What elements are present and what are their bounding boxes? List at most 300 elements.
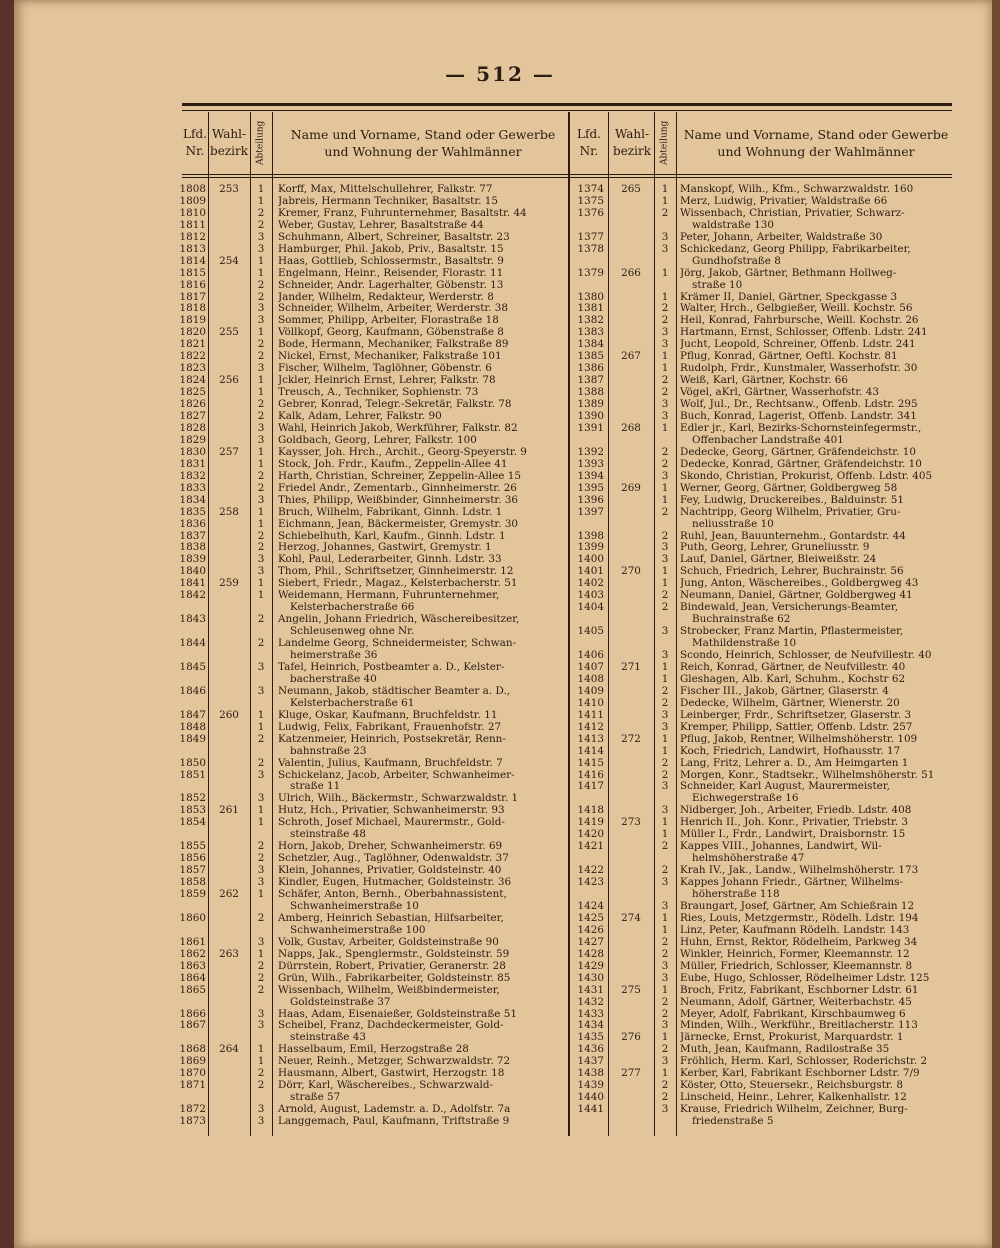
wahlbezirk-cell	[610, 410, 652, 422]
abteilung-cell	[252, 673, 270, 685]
lfd-nr-cell: 1837	[179, 529, 206, 542]
name-entry-cell: Kelsterbacherstraße 66	[290, 601, 415, 614]
lfd-nr-cell: 1822	[179, 350, 206, 363]
name-entry-cell: Merz, Ludwig, Privatier, Waldstraße 66	[680, 194, 888, 207]
lfd-nr-cell: 1441	[577, 1103, 604, 1116]
lfd-nr-cell: 1859	[179, 888, 206, 900]
name-entry-cell: Dedecke, Konrad, Gärtner, Gräfendeichstr. 10	[680, 457, 922, 470]
abteilung-cell: 2	[661, 684, 669, 697]
abteilung-cell: 2	[661, 374, 669, 387]
name-entry-cell: Jung, Anton, Wäschereibes., Goldbergweg 43	[680, 577, 919, 590]
abteilung-cell	[252, 996, 270, 1008]
wahlbezirk-cell	[610, 338, 652, 350]
name-entry-cell: Strobecker, Franz Martin, Pflastermeister,	[680, 625, 904, 638]
wahlbezirk-cell	[610, 434, 652, 446]
abteilung-cell: 1	[257, 445, 265, 458]
lfd-nr-cell: 1814	[179, 254, 206, 267]
wahlbezirk-cell	[610, 852, 652, 864]
abteilung-cell: 1	[257, 386, 265, 399]
abteilung-cell: 3	[661, 553, 669, 566]
header-lfd-nr: Lfd. Nr.	[183, 127, 207, 158]
abteilung-cell: 2	[257, 529, 265, 542]
name-entry-cell: Kohl, Paul, Lederarbeiter, Ginnh. Ldstr. 33	[278, 553, 502, 566]
name-entry-cell: Nidberger, Joh., Arbeiter, Friedb. Ldstr. 408	[680, 804, 912, 817]
abteilung-cell	[252, 697, 270, 709]
name-entry-cell: Treusch, A., Techniker, Sophienstr. 73	[278, 386, 479, 399]
abteilung-cell: 3	[661, 720, 669, 733]
abteilung-cell: 3	[661, 398, 669, 411]
wahlbezirk-cell	[610, 446, 652, 458]
wahlbezirk-cell	[210, 960, 248, 972]
lfd-nr-cell	[176, 649, 206, 661]
lfd-nr-cell: 1393	[577, 457, 604, 470]
wahlbezirk-cell	[610, 470, 652, 482]
name-entry-cell: Kerber, Karl, Fabrikant Eschborner Ldstr. 7/9	[680, 1067, 920, 1080]
name-entry-cell: Schuch, Friedrich, Lehrer, Buchrainstr. 56	[680, 565, 904, 578]
column-line	[676, 112, 677, 1136]
wahlbezirk-cell	[610, 840, 652, 852]
abteilung-cell: 3	[257, 1019, 265, 1032]
abteilung-cell: 2	[257, 983, 265, 996]
abteilung-cell: 3	[257, 876, 265, 889]
name-entry-cell: Krause, Friedrich Wilhelm, Zeichner, Burg-	[680, 1103, 908, 1116]
lfd-nr-cell: 1402	[577, 577, 604, 590]
name-entry-cell: Wahl, Heinrich Jakob, Werkführer, Falkstr. 82	[278, 421, 518, 434]
wahlbezirk-cell	[610, 207, 652, 219]
wahlbezirk-cell	[610, 314, 652, 326]
wahlbezirk-cell	[610, 518, 652, 530]
lfd-nr-cell: 1435	[577, 1031, 604, 1044]
wahlbezirk-cell	[210, 518, 248, 530]
wahlbezirk-cell	[210, 1019, 248, 1031]
wahlbezirk-cell	[210, 362, 248, 374]
name-entry-cell: Klein, Johannes, Privatier, Goldsteinstr. 40	[278, 864, 502, 877]
abteilung-cell: 3	[257, 314, 265, 327]
abteilung-cell: 1	[661, 1067, 669, 1080]
name-entry-cell: Grün, Wilh., Fabrikarbeiter, Goldsteinstr. 85	[278, 971, 511, 984]
abteilung-cell: 2	[257, 278, 265, 291]
lfd-nr-cell: 1873	[179, 1115, 206, 1128]
lfd-nr-cell: 1831	[179, 457, 206, 470]
name-entry-cell: Fischer, Wilhelm, Taglöhner, Göbenstr. 6	[278, 362, 492, 375]
wahlbezirk-cell	[210, 840, 248, 852]
wahlbezirk-cell	[610, 1008, 652, 1020]
abteilung-cell: 3	[661, 708, 669, 721]
wahlbezirk-cell	[610, 757, 652, 769]
abteilung-cell	[656, 219, 674, 231]
wahlbezirk-cell	[210, 530, 248, 542]
abteilung-cell: 2	[661, 314, 669, 327]
lfd-nr-cell: 1818	[179, 302, 206, 315]
abteilung-cell: 3	[661, 876, 669, 889]
wahlbezirk-cell	[610, 792, 652, 804]
name-entry-cell: Jabreis, Hermann Techniker, Basaltstr. 15	[278, 194, 498, 207]
lfd-nr-cell	[572, 852, 604, 864]
name-entry-cell: Fey, Ludwig, Druckereibes., Balduinstr. 51	[680, 493, 905, 506]
wahlbezirk-cell	[210, 697, 248, 709]
abteilung-cell	[656, 888, 674, 900]
wahlbezirk-cell: 259	[219, 577, 239, 590]
abteilung-cell: 1	[257, 708, 265, 721]
wahlbezirk-cell	[210, 733, 248, 745]
wahlbezirk-cell	[210, 757, 248, 769]
lfd-nr-cell: 1842	[179, 589, 206, 602]
lfd-nr-cell: 1434	[577, 1019, 604, 1032]
wahlbezirk-cell	[610, 243, 652, 255]
abteilung-cell: 2	[661, 864, 669, 877]
lfd-nr-cell: 1415	[577, 756, 604, 769]
abteilung-cell: 2	[257, 637, 265, 650]
wahlbezirk-cell: 268	[621, 421, 641, 434]
abteilung-cell: 2	[257, 541, 265, 554]
lfd-nr-cell: 1864	[179, 971, 206, 984]
lfd-nr-cell	[572, 613, 604, 625]
name-entry-cell: Krämer II, Daniel, Gärtner, Speckgasse 3	[680, 290, 898, 303]
lfd-nr-cell: 1812	[179, 230, 206, 243]
abteilung-cell: 2	[661, 768, 669, 781]
abteilung-cell: 1	[661, 911, 669, 924]
name-entry-cell: Skondo, Christian, Prokurist, Offenb. Ldstr. 405	[680, 469, 933, 482]
abteilung-cell: 2	[661, 601, 669, 614]
wahlbezirk-cell	[210, 625, 248, 637]
name-entry-cell: Bindewald, Jean, Versicherungs-Beamter,	[680, 601, 899, 614]
abteilung-cell: 2	[257, 290, 265, 303]
lfd-nr-cell: 1825	[179, 386, 206, 399]
abteilung-cell: 1	[257, 816, 265, 829]
lfd-nr-cell: 1871	[179, 1079, 206, 1092]
abteilung-cell	[656, 255, 674, 267]
wahlbezirk-cell: 261	[219, 804, 239, 817]
name-entry-cell: Neumann, Jakob, städtischer Beamter a. D.,	[278, 684, 511, 697]
wahlbezirk-cell: 262	[219, 888, 239, 900]
name-entry-cell: Kremer, Franz, Fuhrunternehmer, Basaltstr. 44	[278, 206, 527, 219]
name-entry-cell: Puth, Georg, Lehrer, Gruneliusstr. 9	[680, 541, 870, 554]
name-entry-cell: Napps, Jak., Spenglermstr., Goldsteinstr. 59	[278, 947, 510, 960]
wahlbezirk-cell	[210, 219, 248, 231]
name-entry-cell: Schäfer, Anton, Bernh., Oberbahnassistent,	[278, 888, 507, 900]
wahlbezirk-cell	[610, 589, 652, 601]
wahlbezirk-cell	[210, 852, 248, 864]
lfd-nr-cell: 1808	[179, 183, 206, 195]
wahlbezirk-cell	[210, 673, 248, 685]
abteilung-cell: 1	[257, 577, 265, 590]
name-entry-cell: Walter, Hrch., Gelbgießer, Weill. Kochstr. 56	[680, 302, 913, 315]
lfd-nr-cell: 1399	[577, 541, 604, 554]
name-entry-cell: Nickel, Ernst, Mechaniker, Falkstraße 101	[278, 350, 502, 363]
wahlbezirk-cell	[610, 458, 652, 470]
abteilung-cell: 2	[661, 840, 669, 853]
name-entry-cell: Dedecke, Wilhelm, Gärtner, Wienerstr. 20	[680, 696, 900, 709]
wahlbezirk-cell	[610, 864, 652, 876]
wahlbezirk-cell	[210, 984, 248, 996]
name-entry-cell: Stock, Joh. Frdr., Kaufm., Zeppelin-Allee 41	[278, 457, 508, 470]
lfd-nr-cell: 1816	[179, 278, 206, 291]
wahlbezirk-cell	[610, 649, 652, 661]
lfd-nr-cell: 1395	[577, 481, 604, 494]
name-entry-cell: Mathildenstraße 10	[692, 637, 797, 650]
abteilung-cell: 2	[257, 756, 265, 769]
wahlbezirk-cell	[210, 422, 248, 434]
lfd-nr-cell: 1374	[577, 183, 604, 195]
lfd-nr-cell: 1836	[179, 517, 206, 530]
abteilung-cell: 3	[661, 899, 669, 912]
name-entry-cell: neliusstraße 10	[692, 517, 774, 530]
name-entry-cell: Hartmann, Ernst, Schlosser, Offenb. Ldstr. 241	[680, 326, 928, 339]
column-line	[250, 112, 251, 1136]
wahlbezirk-cell: 269	[621, 481, 641, 494]
name-entry-cell: Linz, Peter, Kaufmann Rödelh. Landstr. 143	[680, 923, 910, 936]
lfd-nr-cell	[176, 780, 206, 792]
wahlbezirk-cell: 270	[621, 565, 641, 578]
name-entry-cell: Lang, Fritz, Lehrer a. D., Am Heimgarten 1	[680, 756, 909, 769]
abteilung-cell: 3	[257, 493, 265, 506]
wahlbezirk-cell	[210, 243, 248, 255]
wahlbezirk-cell	[210, 769, 248, 781]
wahlbezirk-cell	[610, 625, 652, 637]
name-entry-cell: Gebrer, Konrad, Telegr.-Sekretär, Falkstr. 78	[278, 398, 512, 411]
abteilung-cell: 2	[257, 410, 265, 423]
wahlbezirk-cell	[210, 876, 248, 888]
abteilung-cell: 3	[661, 804, 669, 817]
name-entry-cell: Ries, Louis, Metzgermstr., Rödelh. Ldstr. 194	[680, 911, 919, 924]
wahlbezirk-cell	[610, 637, 652, 649]
wahlbezirk-cell	[210, 721, 248, 733]
abteilung-cell: 3	[661, 625, 669, 638]
abteilung-cell: 1	[661, 983, 669, 996]
wahlbezirk-cell	[210, 816, 248, 828]
name-entry-cell: Schleusenweg ohne Nr.	[290, 625, 415, 638]
lfd-nr-cell: 1433	[577, 1007, 604, 1020]
lfd-nr-cell: 1379	[577, 266, 604, 279]
lfd-nr-cell: 1420	[577, 828, 604, 841]
abteilung-cell	[656, 637, 674, 649]
name-entry-cell: Lauf, Daniel, Gärtner, Bleiweißstr. 24	[680, 553, 877, 566]
abteilung-cell	[656, 792, 674, 804]
wahlbezirk-cell	[610, 960, 652, 972]
lfd-nr-cell: 1826	[179, 398, 206, 411]
abteilung-cell	[656, 852, 674, 864]
lfd-nr-cell: 1421	[577, 840, 604, 853]
wahlbezirk-cell	[610, 541, 652, 553]
wahlbezirk-cell	[610, 673, 652, 685]
lfd-nr-cell	[572, 792, 604, 804]
lfd-nr-cell: 1419	[577, 816, 604, 829]
abteilung-cell: 2	[661, 302, 669, 315]
lfd-nr-cell: 1845	[179, 660, 206, 673]
name-entry-cell: Kaysser, Joh. Hrch., Archit., Georg-Speyerstr. 9	[278, 445, 527, 458]
name-entry-cell: Katzenmeier, Heinrich, Postsekretär, Renn-	[278, 732, 506, 745]
abteilung-cell: 1	[257, 194, 265, 207]
abteilung-cell: 2	[257, 218, 265, 231]
abteilung-cell: 3	[661, 410, 669, 423]
name-entry-cell: Schiebelhuth, Karl, Kaufm., Ginnh. Ldstr. 1	[278, 529, 506, 542]
lfd-nr-cell: 1429	[577, 959, 604, 972]
lfd-nr-cell	[176, 1031, 206, 1043]
wahlbezirk-cell: 267	[621, 350, 641, 363]
name-entry-cell: Neumann, Adolf, Gärtner, Weiterbachstr. 45	[680, 995, 912, 1008]
lfd-nr-cell: 1424	[577, 899, 604, 912]
abteilung-cell: 1	[661, 183, 669, 195]
name-entry-cell: Müller, Friedrich, Schlosser, Kleemannstr. 8	[680, 959, 913, 972]
name-entry-cell: Kluge, Oskar, Kaufmann, Bruchfeldstr. 11	[278, 708, 498, 721]
lfd-nr-cell: 1819	[179, 314, 206, 327]
name-entry-cell: Eube, Hugo, Schlosser, Rödelheimer Ldstr. 125	[680, 971, 930, 984]
lfd-nr-cell: 1870	[179, 1067, 206, 1080]
lfd-nr-cell: 1407	[577, 660, 604, 673]
wahlbezirk-cell	[210, 649, 248, 661]
name-entry-cell: Schneider, Karl August, Maurermeister,	[680, 780, 890, 793]
lfd-nr-cell: 1382	[577, 314, 604, 327]
abteilung-cell: 2	[257, 732, 265, 745]
name-entry-cell: Rudolph, Frdr., Kunstmaler, Wasserhofstr. 30	[680, 362, 918, 375]
wahlbezirk-cell: 255	[219, 326, 239, 339]
name-entry-cell: Eichmann, Jean, Bäckermeister, Gremystr. 30	[278, 517, 519, 530]
abteilung-cell: 1	[661, 744, 669, 757]
abteilung-cell	[252, 924, 270, 936]
wahlbezirk-cell	[210, 1008, 248, 1020]
lfd-nr-cell: 1866	[179, 1007, 206, 1020]
wahlbezirk-cell	[210, 338, 248, 350]
abteilung-cell: 2	[661, 1007, 669, 1020]
lfd-nr-cell: 1430	[577, 971, 604, 984]
name-entry-cell: Werner, Georg, Gärtner, Goldbergweg 58	[680, 481, 898, 494]
page-number: — 512 —	[445, 62, 555, 86]
abteilung-cell: 3	[661, 959, 669, 972]
wahlbezirk-cell	[610, 1079, 652, 1091]
wahlbezirk-cell	[210, 1031, 248, 1043]
wahlbezirk-cell	[210, 314, 248, 326]
name-entry-cell: Tafel, Heinrich, Postbeamter a. D., Kelster-	[278, 660, 505, 673]
abteilung-cell: 3	[257, 565, 265, 578]
name-entry-cell: Völlkopf, Georg, Kaufmann, Göbenstraße 8	[278, 326, 504, 339]
wahlbezirk-cell: 265	[621, 183, 641, 195]
name-entry-cell: Ruhl, Jean, Bauunternehm., Gontardstr. 44	[680, 529, 906, 542]
lfd-nr-cell: 1438	[577, 1067, 604, 1080]
lfd-nr-cell	[572, 279, 604, 291]
lfd-nr-cell: 1841	[179, 577, 206, 590]
abteilung-cell: 2	[257, 1079, 265, 1092]
lfd-nr-cell: 1858	[179, 876, 206, 889]
name-entry-cell: Neuer, Reinh., Metzger, Schwarzwaldstr. 72	[278, 1055, 511, 1068]
name-entry-cell: Dürrstein, Robert, Privatier, Geranerstr. 28	[278, 959, 506, 972]
name-entry-cell: Peter, Johann, Arbeiter, Waldstraße 30	[680, 230, 883, 243]
abteilung-cell: 2	[661, 1091, 669, 1104]
wahlbezirk-cell	[610, 613, 652, 625]
name-entry-cell: Broch, Fritz, Fabrikant, Eschborner Ldstr. 61	[680, 983, 919, 996]
abteilung-cell: 2	[661, 457, 669, 470]
lfd-nr-cell: 1417	[577, 780, 604, 793]
abteilung-cell	[656, 518, 674, 530]
name-entry-cell: Jckler, Heinrich Ernst, Lehrer, Falkstr. 78	[278, 374, 496, 387]
name-entry-cell: Schwanheimerstraße 100	[290, 923, 426, 936]
lfd-nr-cell: 1392	[577, 445, 604, 458]
name-entry-cell: Winkler, Heinrich, Former, Kleemannstr. 12	[680, 947, 910, 960]
name-entry-cell: Fröhlich, Herm. Karl, Schlosser, Roderichstr. 2	[680, 1055, 928, 1068]
abteilung-cell: 3	[661, 1019, 669, 1032]
abteilung-cell: 1	[661, 350, 669, 363]
lfd-nr-cell: 1840	[179, 565, 206, 578]
abteilung-cell: 1	[661, 266, 669, 279]
abteilung-cell: 1	[661, 732, 669, 745]
lfd-nr-cell	[176, 697, 206, 709]
lfd-nr-cell: 1847	[179, 708, 206, 721]
lfd-nr-cell: 1400	[577, 553, 604, 566]
lfd-nr-cell: 1862	[179, 947, 206, 960]
name-entry-cell: Hamburger, Phil. Jakob, Priv., Basaltstr. 15	[278, 242, 504, 255]
lfd-nr-cell: 1385	[577, 350, 604, 363]
wahlbezirk-cell	[610, 948, 652, 960]
lfd-nr-cell: 1426	[577, 923, 604, 936]
wahlbezirk-cell: 253	[219, 183, 239, 195]
abteilung-cell: 3	[661, 971, 669, 984]
abteilung-cell: 1	[257, 888, 265, 900]
lfd-nr-cell	[176, 1091, 206, 1103]
abteilung-cell: 1	[257, 947, 265, 960]
abteilung-cell: 2	[257, 350, 265, 363]
lfd-nr-cell: 1391	[577, 421, 604, 434]
abteilung-cell: 3	[257, 230, 265, 243]
lfd-nr-cell: 1405	[577, 625, 604, 638]
abteilung-cell	[252, 601, 270, 613]
wahlbezirk-cell	[610, 697, 652, 709]
wahlbezirk-cell	[210, 589, 248, 601]
abteilung-cell: 1	[257, 505, 265, 518]
name-entry-cell: helmshöherstraße 47	[692, 852, 805, 865]
wahlbezirk-cell	[210, 864, 248, 876]
abteilung-cell	[252, 625, 270, 637]
name-entry-cell: Schickedanz, Georg Philipp, Fabrikarbeiter,	[680, 242, 911, 255]
name-entry-cell: Kremper, Philipp, Sattler, Offenb. Ldstr. 257	[680, 720, 913, 733]
wahlbezirk-cell	[210, 936, 248, 948]
abteilung-cell: 1	[257, 720, 265, 733]
name-entry-cell: Thies, Philipp, Weißbinder, Ginnheimerstr. 36	[278, 493, 519, 506]
wahlbezirk-cell	[610, 1055, 652, 1067]
lfd-nr-cell: 1440	[577, 1091, 604, 1104]
abteilung-cell: 1	[257, 589, 265, 602]
name-entry-cell: Huhn, Ernst, Rektor, Rödelheim, Parkweg 34	[680, 935, 918, 948]
abteilung-cell: 2	[257, 852, 265, 865]
abteilung-cell	[656, 434, 674, 446]
wahlbezirk-cell	[210, 565, 248, 577]
abteilung-cell: 2	[257, 1067, 265, 1080]
abteilung-cell: 1	[257, 374, 265, 387]
lfd-nr-cell	[572, 518, 604, 530]
name-entry-cell: bahnstraße 23	[290, 744, 367, 757]
lfd-nr-cell: 1388	[577, 386, 604, 399]
wahlbezirk-cell	[210, 1091, 248, 1103]
abteilung-cell: 1	[661, 362, 669, 375]
name-entry-cell: Scheibel, Franz, Dachdeckermeister, Gold-	[278, 1019, 504, 1032]
lfd-nr-cell: 1418	[577, 804, 604, 817]
abteilung-cell: 3	[257, 792, 265, 805]
lfd-nr-cell	[572, 434, 604, 446]
lfd-nr-cell	[572, 637, 604, 649]
name-entry-cell: Leinberger, Frdr., Schriftsetzer, Glaserstr. 3	[680, 708, 912, 721]
header-abteilung-right: Abteilung	[659, 120, 670, 166]
name-entry-cell: Morgen, Konr., Stadtsekr., Wilhelmshöherstr. 51	[680, 768, 935, 781]
abteilung-cell: 2	[257, 959, 265, 972]
lfd-nr-cell: 1390	[577, 410, 604, 423]
abteilung-cell: 3	[257, 768, 265, 781]
abteilung-cell: 2	[661, 386, 669, 399]
name-entry-cell: Dörr, Karl, Wäschereibes., Schwarzwald-	[278, 1079, 494, 1092]
name-entry-cell: Kappes VIII., Johannes, Landwirt, Wil-	[680, 840, 882, 853]
wahlbezirk-cell	[610, 828, 652, 840]
lfd-nr-cell: 1410	[577, 696, 604, 709]
abteilung-cell: 2	[661, 995, 669, 1008]
abteilung-cell: 1	[257, 804, 265, 817]
name-entry-cell: Angelin, Johann Friedrich, Wäschereibesitzer,	[278, 613, 520, 626]
